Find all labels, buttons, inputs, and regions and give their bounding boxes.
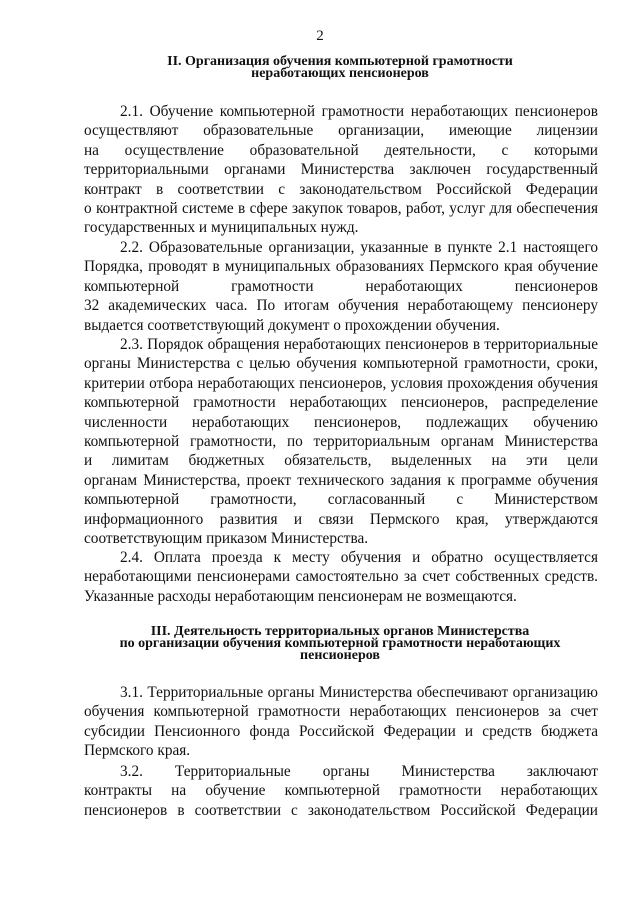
paragraph-line: критерии отбора неработающих пенсионеров, условия прохождения обучения bbox=[84, 374, 598, 392]
paragraph-line: Указанные расходы неработающим пенсионерам не возмещаются. bbox=[84, 587, 517, 605]
paragraph-line: 32 академических часа. По итогам обучения неработающему пенсионеру bbox=[84, 297, 598, 315]
paragraph-line: информационного развития и связи Пермского края, утверждаются bbox=[84, 510, 598, 528]
paragraph-line: контракт в соответствии с законодательством Российской Федерации bbox=[84, 180, 598, 198]
section-3-heading-line-3: пенсионеров bbox=[300, 648, 380, 663]
paragraph-line: пенсионеров в соответствии с законодательством Российской Федерации bbox=[84, 801, 598, 819]
paragraph-line: компьютерной грамотности неработающих пенсионеров bbox=[84, 277, 598, 295]
paragraph-line: соответствующим приказом Министерства. bbox=[84, 529, 369, 547]
section-2-heading-line-2: неработающих пенсионеров bbox=[251, 66, 429, 81]
paragraph-line: органам Министерства, проект технического задания к программе обучения bbox=[84, 471, 598, 489]
paragraph-line: о контрактной системе в сфере закупок товаров, работ, услуг для обеспечения bbox=[84, 199, 598, 217]
paragraph-line: субсидии Пенсионного фонда Российской Федерации и средств бюджета bbox=[84, 722, 598, 740]
paragraph-2-1 bbox=[84, 102, 598, 238]
paragraph-line: 3.1. Территориальные органы Министерства обеспечивают организацию bbox=[120, 684, 598, 701]
paragraph-line: и лимитам бюджетных обязательств, выделенных на эти цели bbox=[84, 452, 598, 470]
section-2-heading bbox=[80, 56, 600, 80]
paragraph-3-2 bbox=[84, 762, 598, 820]
section-2-heading-line-1: II. Организация обучения компьютерной грамотности bbox=[167, 54, 513, 69]
paragraph-line: 2.3. Порядок обращения неработающих пенсионеров в территориальные bbox=[120, 336, 598, 353]
paragraph-line: компьютерной грамотности неработающих пенсионеров, распределение bbox=[84, 394, 598, 412]
section-3-heading bbox=[80, 626, 600, 662]
paragraph-line: численности неработающих пенсионеров, подлежащих обучению bbox=[84, 413, 598, 431]
paragraph-line: неработающими пенсионерами самостоятельно за счет собственных средств. bbox=[84, 568, 598, 586]
page-number: 2 bbox=[316, 28, 324, 44]
paragraph-line: Порядка, проводят в муниципальных образованиях Пермского края обучение bbox=[84, 258, 598, 276]
paragraph-3-1 bbox=[84, 683, 598, 761]
paragraph-line: выдается соответствующий документ о прохождении обучения. bbox=[84, 316, 500, 334]
paragraph-line: осуществляют образовательные организации, имеющие лицензии bbox=[84, 122, 598, 140]
paragraph-2-2 bbox=[84, 238, 598, 335]
paragraph-line: контракты на обучение компьютерной грамотности неработающих bbox=[84, 782, 598, 800]
paragraph-2-4 bbox=[84, 548, 598, 606]
paragraph-line: Пермского края. bbox=[84, 742, 191, 760]
paragraph-line: 2.4. Оплата проезда к месту обучения и обратно осуществляется bbox=[120, 549, 598, 566]
paragraph-line: 2.2. Образовательные организации, указанные в пункте 2.1 настоящего bbox=[120, 239, 598, 256]
paragraph-line: компьютерной грамотности, по территориальным органам Министерства bbox=[84, 432, 598, 450]
paragraph-line: территориальными органами Министерства заключен государственный bbox=[84, 161, 598, 179]
paragraph-line: обучения компьютерной грамотности неработающих пенсионеров за счет bbox=[84, 703, 598, 721]
paragraph-line: 3.2. Территориальные органы Министерства заключают bbox=[120, 763, 598, 780]
paragraph-line: на осуществление образовательной деятельности, с которыми bbox=[84, 141, 598, 159]
paragraph-2-3 bbox=[84, 335, 598, 548]
paragraph-line: 2.1. Обучение компьютерной грамотности неработающих пенсионеров bbox=[120, 103, 598, 120]
section-3-heading-line-2: по организации обучения компьютерной грамотности неработающих bbox=[119, 636, 561, 651]
paragraph-line: государственных и муниципальных нужд. bbox=[84, 219, 359, 237]
paragraph-line: компьютерной грамотности, согласованный с Министерством bbox=[84, 491, 598, 509]
section-3-heading-line-1: III. Деятельность территориальных органов Министерства bbox=[150, 624, 530, 639]
paragraph-line: органы Министерства с целью обучения компьютерной грамотности, сроки, bbox=[84, 355, 598, 373]
